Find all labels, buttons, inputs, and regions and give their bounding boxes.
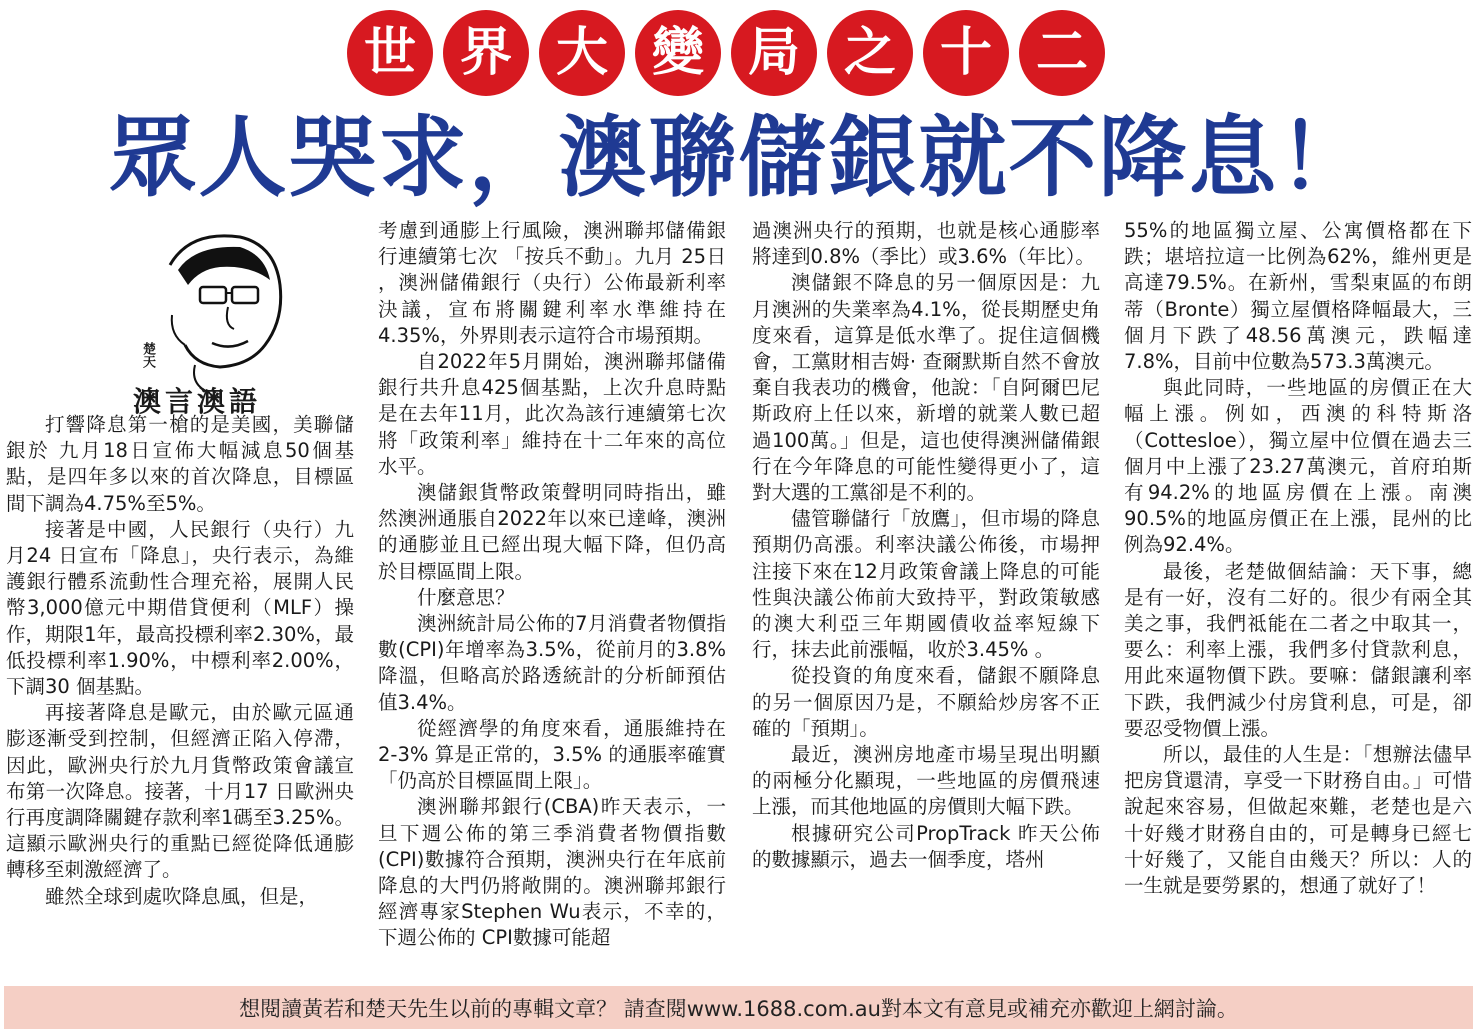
author-caricature (100, 225, 300, 395)
article-column-2 (378, 218, 726, 952)
series-char: 變 (635, 10, 721, 96)
series-char: 界 (443, 10, 529, 96)
paragraph: 澳儲銀貨幣政策聲明同時指出，雖然澳洲通脹自2022年以來已達峰，澳洲的通膨並且已經出現大幅下降，但仍高於目標區間上限。 (378, 481, 726, 583)
series-title (347, 10, 1105, 96)
footer-text: 想閱讀黃若和楚天先生以前的專輯文章？ 請查閱www.1688.com.au對本文有意見或補充亦歡迎上網討論。 (239, 996, 1238, 1021)
paragraph: 澳儲銀不降息的另一個原因是：九月澳洲的失業率為4.1%，從長期歷史角度來看，這算是低水準了。捉住這個機會，工黨財相吉姆· 查爾默斯自然不會放棄自我表功的機會，他說：「自阿爾巴尼斯政府上任以來，新增的就業人數已超過100萬。」但是，這也使得澳洲儲備銀行在今年降息的可能性變得更小了，這對大選的工黨卻是不利的。 (752, 271, 1100, 505)
paragraph: 考慮到通膨上行風險，澳洲聯邦儲備銀行連續第七次 「按兵不動」。九月 25日 ，澳洲儲備銀行（央行）公佈最新利率決議，宣布將關鍵利率水準維持在4.35%，外界則表示這符合市場預期。 (378, 219, 726, 347)
paragraph: 打響降息第一槍的是美國，美聯儲銀於 九月18日宣佈大幅減息50個基點，是四年多以來的首次降息，目標區間下調為4.75%至5%。 (6, 413, 354, 515)
author-signature: 楚天 (140, 342, 155, 368)
paragraph: 最後，老楚做個結論：天下事，總是有一好，沒有二好的。很少有兩全其美之事，我們祗能在二者之中取其一，要么：利率上漲，我們多付貸款利息，用此來逼物價下跌。要嘛：儲銀讓利率下跌，我們減少付房貸利息，可是，卻要忍受物價上漲。 (1124, 559, 1472, 740)
paragraph: 所以，最佳的人生是：「想辦法儘早把房貸還清，享受一下財務自由。」可惜說起來容易，但做起來難，老楚也是六十好幾才財務自由的，可是轉身已經七十好幾了，又能自由幾天？所以：人的一生就是要勞累的，想通了就好了！ (1124, 743, 1472, 898)
series-char: 大 (539, 10, 625, 96)
series-char: 世 (347, 10, 433, 96)
series-char: 十 (923, 10, 1009, 96)
article-column-4 (1124, 218, 1472, 899)
article-column-3 (752, 218, 1100, 873)
paragraph: 接著是中國，人民銀行（央行）九月24 日宣布「降息」，央行表示，為維護銀行體系流動性合理充裕，展開人民幣3,000億元中期借貸便利（MLF）操作，期限1年，最高投標利率2.30%，最低投標利率1.90%，中標利率2.00%，下調30 個基點。 (6, 517, 354, 699)
paragraph: 根據研究公司PropTrack 昨天公佈的數據顯示，過去一個季度，塔州 (752, 821, 1100, 871)
paragraph: 雖然全球到處吹降息風，但是， (45, 884, 319, 908)
series-char: 局 (731, 10, 817, 96)
series-char: 之 (827, 10, 913, 96)
paragraph: 儘管聯儲行「放鷹」，但市場的降息預期仍高漲。利率決議公佈後，市場押注接下來在12月政策會議上降息的可能性與決議公佈前大致持平，對政策敏感的澳大利亞三年期國債收益率短線下行，抹去此前漲幅，收於3.45% 。 (752, 507, 1100, 662)
headline: 眾人哭求，澳聯儲銀就不降息！ (108, 106, 1369, 209)
paragraph: 再接著降息是歐元，由於歐元區通膨逐漸受到控制，但經濟正陷入停滯，因此，歐洲央行於九月貨幣政策會議宣布第一次降息。接著，十月17 日歐洲央行再度調降關鍵存款利率1碼至3.25%。這顯示歐洲央行的重點已經從降低通膨轉移至刺激經濟了。 (6, 701, 354, 882)
paragraph: 最近，澳洲房地產市場呈現出明顯的兩極分化顯現，一些地區的房價飛速上漲，而其他地區的房價則大幅下跌。 (752, 743, 1100, 819)
paragraph: 澳洲統計局公佈的7月消費者物價指數(CPI)年增率為3.5%，從前月的3.8%降溫，但略高於路透統計的分析師預估值3.4%。 (378, 612, 726, 714)
paragraph: 從經濟學的角度來看，通脹維持在 2-3% 算是正常的，3.5% 的通脹率確實「仍高於目標區間上限」。 (378, 716, 726, 793)
article-column-1 (6, 412, 354, 910)
column-name: 澳言澳語 (132, 385, 261, 418)
footer-banner (4, 986, 1473, 1029)
paragraph: 澳洲聯邦銀行(CBA)昨天表示，一旦下週公佈的第三季消費者物價指數(CPI)數據符合預期，澳洲央行在年底前降息的大門仍將敞開的。澳洲聯邦銀行經濟專家Stephen Wu表示，不幸的，下週公佈的 CPI數據可能超 (378, 795, 726, 950)
paragraph: 與此同時，一些地區的房價正在大幅上漲。例如，西澳的科特斯洛（Cottesloe），獨立屋中位價在過去三個月中上漲了23.27萬澳元，首府珀斯有94.2%的地區房價在上漲。南澳90.5%的地區房價正在上漲，昆州的比例為92.4%。 (1124, 376, 1472, 557)
paragraph: 什麼意思？ (417, 585, 515, 609)
paragraph: 55%的地區獨立屋、公寓價格都在下跌；堪培拉這一比例為62%，維州更是高達79.5%。在新州，雪梨東區的布朗蒂（Bronte）獨立屋價格降幅最大，三個月下跌了48.56萬澳元，跌幅達7.8%，目前中位數為573.3萬澳元。 (1124, 219, 1472, 374)
paragraph: 過澳洲央行的預期，也就是核心通膨率將達到0.8%（季比）或3.6%（年比）。 (752, 219, 1100, 269)
series-char: 二 (1019, 10, 1105, 96)
paragraph: 自2022年5月開始，澳洲聯邦儲備銀行共升息425個基點，上次升息時點是在去年11月，此次為該行連續第七次將「政策利率」維持在十二年來的高位水平。 (378, 350, 726, 478)
paragraph: 從投資的角度來看，儲銀不願降息的另一個原因乃是，不願給炒房客不正確的「預期」。 (752, 664, 1100, 740)
